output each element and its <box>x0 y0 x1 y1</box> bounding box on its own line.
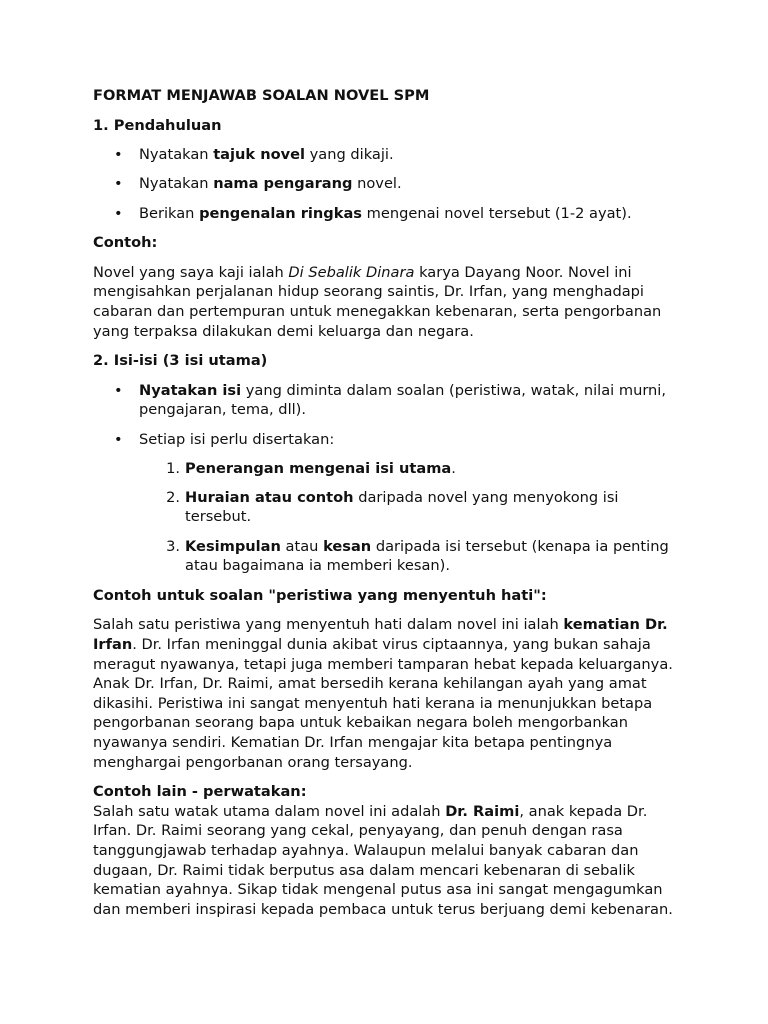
example-paragraph-perwatakan <box>93 802 683 920</box>
list-item <box>93 174 683 194</box>
text-run: daripada isi tersebut (kenapa ia penting atau bagaimana ia memberi kesan). <box>185 537 669 575</box>
text-run: yang diminta dalam soalan (peristiwa, watak, nilai murni, pengajaran, tema, dll). <box>139 381 667 419</box>
list-item <box>93 430 683 576</box>
pendahuluan-list <box>93 145 683 223</box>
text-run: . Dr. Irfan meninggal dunia akibat virus ciptaannya, yang bukan sahaja meragut nyawanya, tetapi juga memberi tamparan hebat kepada keluarganya. Anak Dr. Irfan, Dr. Raimi, amat bersedih kerana kehilangan ayah yang amat dikasihi. Peristiwa ini sangat menyentuh hati kerana ia menunjukkan betapa pengorbanan seorang bapa untuk kebaikan negara boleh mengorbankan nyawanya sendiri. Kematian Dr. Irfan mengajar kita betapa pentingnya menghargai pengorbanan orang tersayang. <box>93 636 673 771</box>
bold-run: Kesimpulan <box>185 537 281 555</box>
list-item <box>93 145 683 165</box>
example-paragraph <box>93 263 683 341</box>
example-label-perwatakan: Contoh lain - perwatakan: <box>93 783 307 801</box>
text-run: daripada novel yang menyokong isi tersebut. <box>185 488 619 526</box>
item-number: 3. <box>166 537 180 555</box>
bold-run: Dr. Raimi <box>445 802 520 820</box>
text-run: , anak kepada Dr. Irfan. Dr. Raimi seorang yang cekal, penyayang, dan penuh dengan rasa tanggungjawab terhadap ayahnya. Walaupun melalui banyak cabaran dan dugaan, Dr. Raimi tidak berputus asa dalam mencari kebenaran di sebalik kematian ayahnya. Sikap tidak mengenal putus asa ini sangat mengagumkan dan memberi inspirasi kepada pembaca untuk terus berjuang demi kebenaran. <box>93 802 673 918</box>
list-item <box>93 204 683 224</box>
example-paragraph-peristiwa <box>93 615 683 772</box>
bold-run: Penerangan mengenai isi utama <box>185 459 452 477</box>
text-run: karya Dayang Noor. Novel ini mengisahkan perjalanan hidup seorang saintis, Dr. Irfan, yang menghadapi cabaran dan pertempuran untuk menegakkan kebenaran, serta pengorbanan yang terpaksa dilakukan demi keluarga dan negara. <box>93 263 662 340</box>
text-run: mengenai novel tersebut (1-2 ayat). <box>362 204 632 222</box>
text-run: Salah satu peristiwa yang menyentuh hati dalam novel ini ialah <box>93 616 564 634</box>
text-run: Salah satu watak utama dalam novel ini adalah <box>93 802 446 820</box>
list-item <box>93 381 683 420</box>
text-run: Nyatakan <box>139 146 214 164</box>
isi-numbered-list <box>139 459 683 576</box>
text-run: Berikan <box>139 204 200 222</box>
section-heading-pendahuluan: 1. Pendahuluan <box>93 116 222 134</box>
text-run: Setiap isi perlu disertakan: <box>139 430 335 448</box>
section-heading-isi: 2. Isi-isi (3 isi utama) <box>93 352 268 370</box>
bold-run: tajuk novel <box>213 146 306 164</box>
item-number: 1. <box>166 459 180 477</box>
text-run: atau <box>280 537 324 555</box>
bold-run: kesan <box>323 537 372 555</box>
numbered-item <box>139 488 683 527</box>
text-run: novel. <box>352 175 402 193</box>
document-body <box>93 86 683 919</box>
bold-run: kematian Dr. Irfan <box>93 616 668 654</box>
bold-run: nama pengarang <box>213 175 353 193</box>
text-run: yang dikaji. <box>305 146 394 164</box>
bold-run: Nyatakan isi <box>139 381 242 399</box>
example-label: Contoh: <box>93 234 158 252</box>
isi-list <box>93 381 683 576</box>
text-run: . <box>451 459 456 477</box>
bold-run: pengenalan ringkas <box>199 204 362 222</box>
novel-title-italic: Di Sebalik Dinara <box>288 263 415 281</box>
numbered-item <box>139 537 683 576</box>
document-title: FORMAT MENJAWAB SOALAN NOVEL SPM <box>93 87 430 104</box>
example-label-peristiwa: Contoh untuk soalan "peristiwa yang menyentuh hati": <box>93 586 547 604</box>
item-number: 2. <box>166 488 180 506</box>
text-run: Novel yang saya kaji ialah <box>93 263 289 281</box>
bold-run: Huraian atau contoh <box>185 488 354 506</box>
text-run: Nyatakan <box>139 175 214 193</box>
numbered-item <box>139 459 683 479</box>
